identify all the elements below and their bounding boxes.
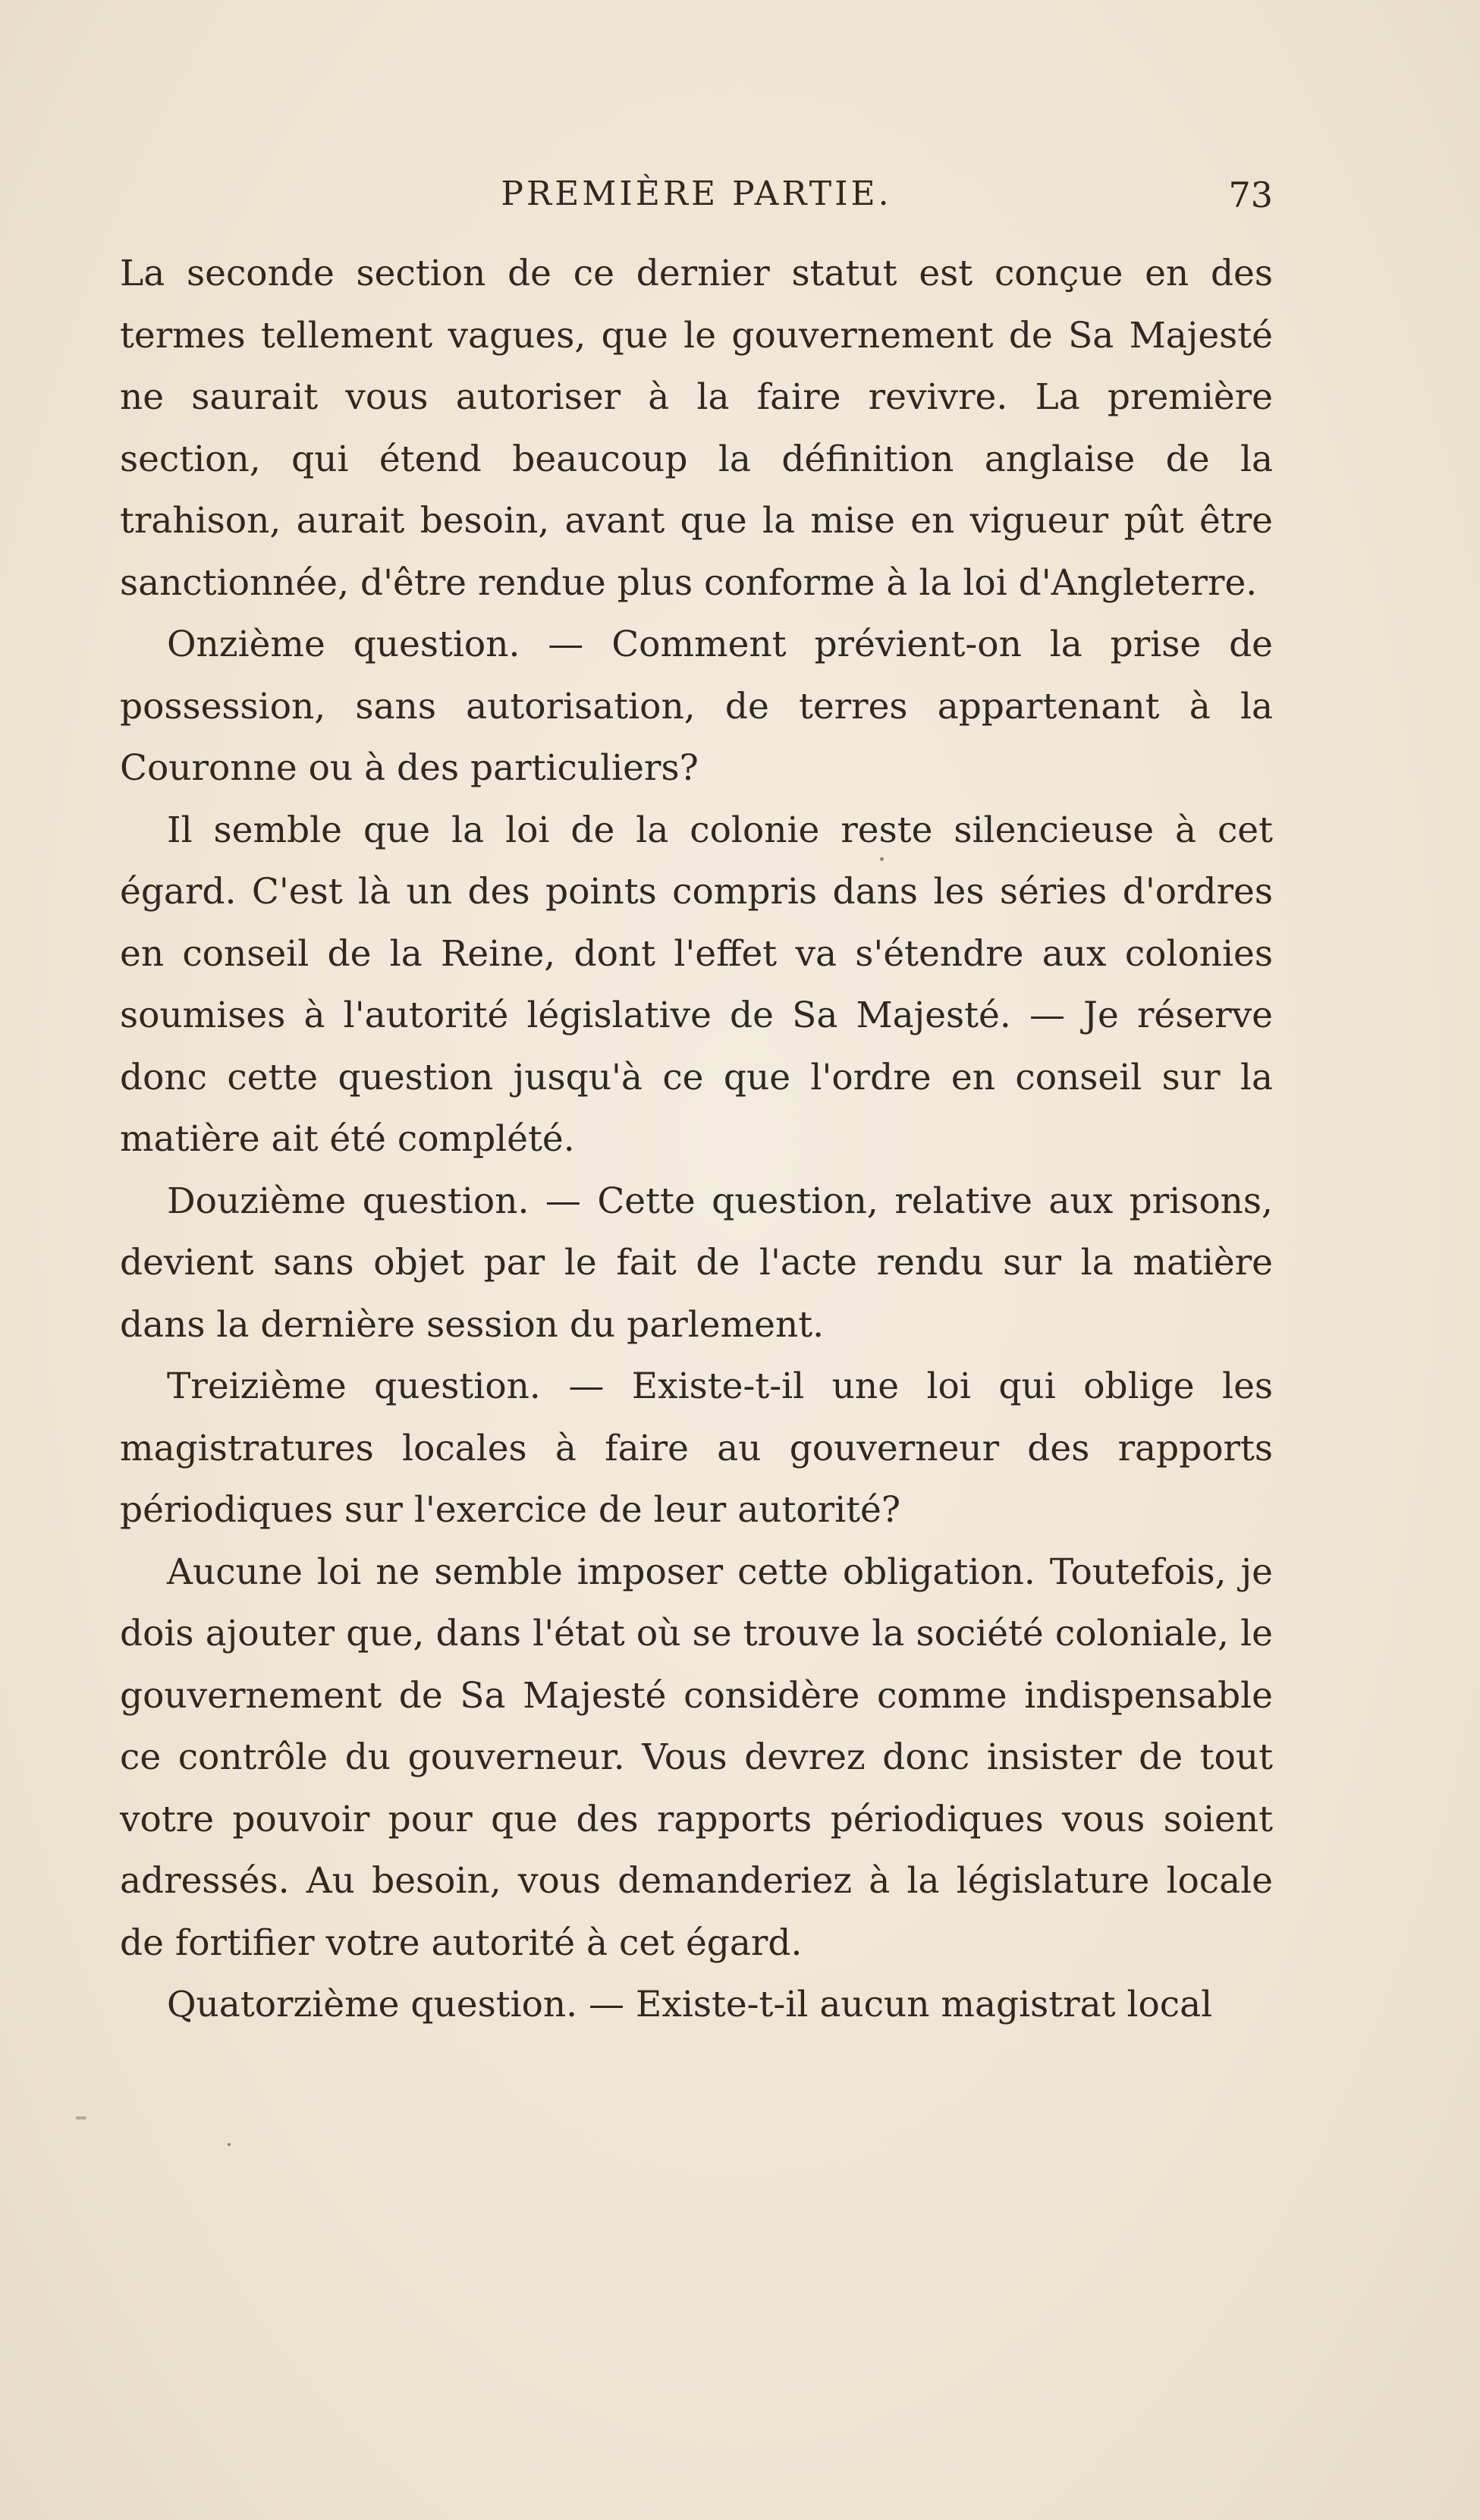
- paragraph: Onzième question. — Comment prévient-on la prise de possession, sans autorisation, de terres appartenant à la Couronne ou à des particuliers?: [120, 624, 1273, 789]
- page-number: 73: [1228, 174, 1273, 215]
- paragraph: Douzième question. — Cette question, relative aux prisons, devient sans objet par le fait de l'acte rendu sur la matière dans la dernière session du parlement.: [120, 1180, 1273, 1346]
- paragraph: Aucune loi ne semble imposer cette obligation. Toutefois, je dois ajouter que, dans l'état où se trouve la société coloniale, le gouvernement de Sa Majesté considère comme indispensable ce contrôle du gouverneur. Vous devrez donc insister de tout votre pouvoir pour que des rapports périodiques vous soient adressés. Au besoin, vous demanderiez à la législature locale de fortifier votre autorité à cet égard.: [120, 1551, 1273, 1964]
- running-head: PREMIÈRE PARTIE.: [501, 174, 892, 213]
- paper-speck: [76, 2116, 86, 2119]
- page-header: [120, 174, 1273, 228]
- body-text: [120, 243, 1273, 2036]
- paragraph: Il semble que la loi de la colonie reste silencieuse à cet égard. C'est là un des points compris dans les séries d'ordres en conseil de la Reine, dont l'effet va s'étendre aux colonies soumises à l'autorité législative de Sa Majesté. — Je réserve donc cette question jusqu'à ce que l'ordre en conseil sur la matière ait été complété.: [120, 809, 1273, 1160]
- paper-speck: [228, 2143, 231, 2146]
- paper-speck: [880, 857, 884, 861]
- paragraph: Quatorzième question. — Existe-t-il aucun magistrat local: [167, 1984, 1213, 2025]
- paragraph: La seconde section de ce dernier statut est conçue en des termes tellement vagues, que le gouvernement de Sa Majesté ne saurait vous autoriser à la faire revivre. La première section, qui étend beaucoup la définition anglaise de la trahison, aurait besoin, avant que la mise en vigueur pût être sanctionnée, d'être rendue plus conforme à la loi d'Angleterre.: [120, 253, 1273, 604]
- paragraph: Treizième question. — Existe-t-il une loi qui oblige les magistratures locales à faire au gouverneur des rapports périodiques sur l'exercice de leur autorité?: [120, 1365, 1273, 1531]
